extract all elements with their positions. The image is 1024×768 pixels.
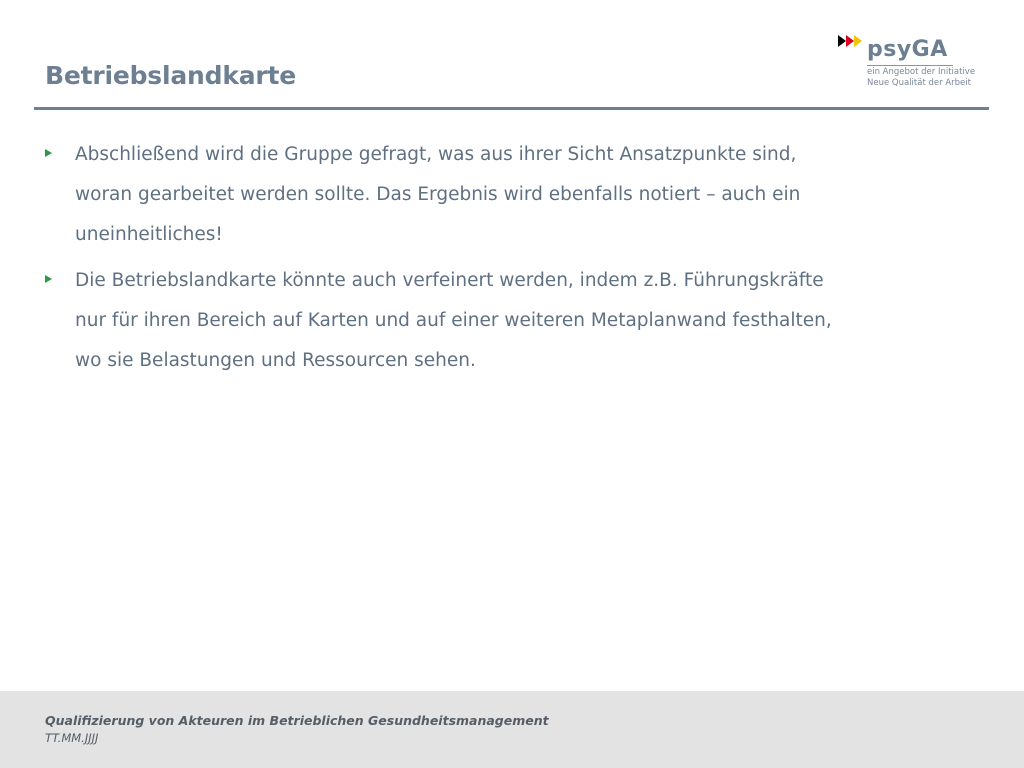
bullet-list bbox=[45, 135, 845, 387]
bullet-item bbox=[45, 135, 845, 255]
bullet-text: Die Betriebslandkarte könnte auch verfeinert werden, indem z.B. Führungskräfte nur für ihren Bereich auf Karten und auf einer weiteren Metaplanwand festhalten, wo sie Belastungen und Ressourcen sehen. bbox=[75, 270, 832, 371]
logo-divider bbox=[867, 65, 953, 66]
bullet-arrow-icon bbox=[45, 275, 52, 283]
footer-date: TT.MM.JJJJ bbox=[45, 731, 99, 745]
bullet-item bbox=[45, 261, 845, 381]
title-divider bbox=[34, 107, 989, 110]
footer-bar bbox=[0, 691, 1024, 768]
bullet-arrow-icon bbox=[45, 149, 52, 157]
logo-tagline-1: ein Angebot der Initiative bbox=[867, 67, 976, 77]
logo-wordmark: psyGA bbox=[867, 37, 948, 62]
footer-title: Qualifizierung von Akteuren im Betrieblichen Gesundheitsmanagement bbox=[45, 713, 549, 728]
bullet-text: Abschließend wird die Gruppe gefragt, was aus ihrer Sicht Ansatzpunkte sind, woran gearbeitet werden sollte. Das Ergebnis wird ebenfalls notiert – auch ein uneinheitliches! bbox=[75, 144, 801, 245]
logo-tagline-2: Neue Qualität der Arbeit bbox=[867, 78, 971, 88]
slide-title: Betriebslandkarte bbox=[45, 61, 297, 90]
psyga-logo bbox=[838, 32, 988, 94]
